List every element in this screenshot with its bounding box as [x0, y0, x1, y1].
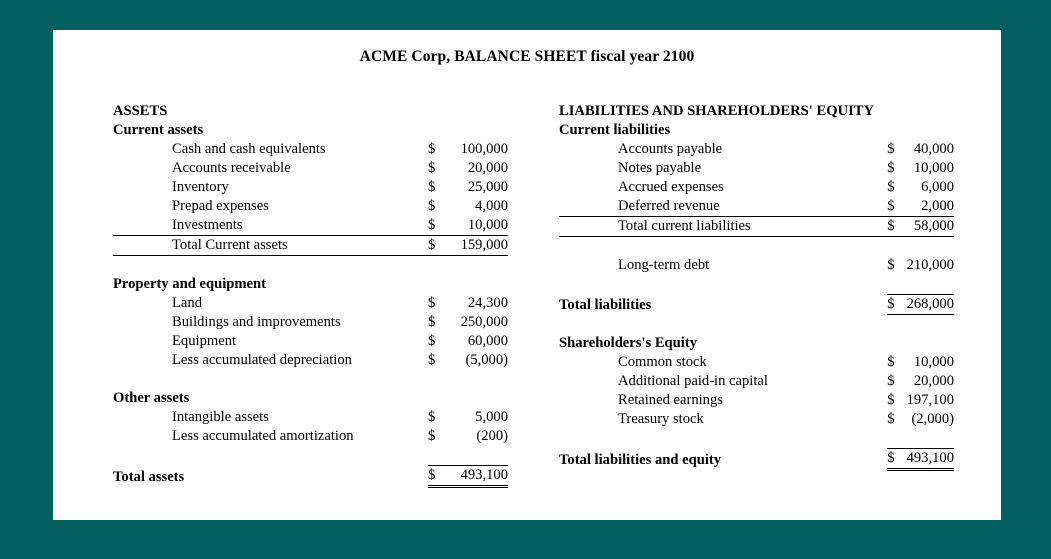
spacer-row [559, 275, 954, 295]
spacer-currency [428, 121, 445, 140]
table-row [559, 197, 954, 217]
equity-heading-row [559, 334, 954, 353]
spacer-row [559, 237, 954, 257]
spacer-value [444, 389, 508, 408]
currency-symbol: $ [427, 352, 436, 368]
currency-symbol: $ [427, 333, 436, 349]
total-assets-label: Total assets [113, 468, 185, 485]
spacer [428, 370, 445, 389]
spacer [559, 275, 887, 295]
currency-symbol: $ [427, 314, 436, 330]
line-item-label: Prepad expenses [172, 198, 269, 214]
spacer [559, 237, 887, 257]
spacer [887, 237, 899, 257]
currency-symbol: $ [428, 236, 445, 256]
currency-symbol: $ [427, 295, 436, 311]
spacer-currency [887, 102, 899, 121]
line-item-value: (200) [476, 428, 508, 444]
line-item-value: 10,000 [913, 354, 954, 370]
spacer [444, 446, 508, 466]
page-title: ACME Corp, BALANCE SHEET fiscal year 2100 [359, 48, 695, 65]
total-liabilities-equity-label: Total liabilities and equity [559, 451, 722, 468]
line-item-value: 20,000 [467, 160, 508, 176]
balance-sheet-page [53, 30, 1001, 520]
table-row [559, 159, 954, 178]
line-item-label: Cash and cash equivalents [172, 141, 326, 157]
liabilities-equity-column [559, 102, 954, 488]
table-row [559, 178, 954, 197]
spacer [559, 429, 887, 449]
spacer-row [113, 256, 508, 276]
spacer-currency [887, 121, 899, 140]
line-item-label: Accounts payable [618, 141, 723, 157]
currency-symbol: $ [427, 409, 436, 425]
spacer [113, 256, 428, 276]
spacer [899, 275, 954, 295]
currency-symbol: $ [887, 160, 895, 176]
table-row [113, 408, 508, 427]
assets-rows [113, 102, 508, 488]
balance-sheet-columns [53, 102, 1001, 488]
table-row [559, 410, 954, 429]
line-item-label: Accounts receivable [172, 160, 291, 176]
spacer [899, 429, 954, 449]
spacer [899, 237, 954, 257]
line-item-value: 4,000 [475, 198, 508, 214]
spacer-row [113, 446, 508, 466]
line-item-label: Intangible assets [172, 409, 269, 425]
table-row [113, 313, 508, 332]
total-liabilities-and-equity-row [559, 449, 954, 470]
total-liabilities-row [559, 295, 954, 315]
line-item-label: Less accumulated amortization [172, 428, 354, 444]
currency-symbol: $ [887, 295, 899, 315]
table-row [113, 140, 508, 159]
table-row [113, 216, 508, 236]
line-item-value: 25,000 [467, 179, 508, 195]
total-current-liabilities-row [559, 217, 954, 237]
table-row [559, 140, 954, 159]
currency-symbol: $ [887, 217, 899, 237]
currency-symbol: $ [887, 373, 895, 389]
line-item-label: Less accumulated depreciation [172, 352, 352, 368]
spacer [428, 256, 445, 276]
line-item-value: (2,000) [911, 411, 954, 427]
spacer-currency [428, 275, 445, 294]
current-assets-heading: Current assets [113, 122, 204, 138]
spacer-row [559, 315, 954, 335]
spacer-value [444, 102, 508, 121]
line-item-value: 5,000 [475, 409, 508, 425]
currency-symbol: $ [427, 141, 436, 157]
total-liabilities-value: 268,000 [899, 295, 954, 315]
spacer-currency [887, 334, 899, 353]
spacer-row [559, 429, 954, 449]
spacer-value [444, 275, 508, 294]
assets-heading: ASSETS [113, 103, 168, 119]
table-row [559, 391, 954, 410]
currency-symbol: $ [427, 428, 436, 444]
spacer [113, 370, 428, 389]
line-item-value: 60,000 [467, 333, 508, 349]
spacer [444, 256, 508, 276]
line-item-label: Deferred revenue [618, 198, 720, 214]
table-row [113, 351, 508, 370]
total-current-assets-row [113, 236, 508, 256]
line-item-value: 250,000 [460, 314, 508, 330]
currency-symbol: $ [887, 354, 895, 370]
spacer-value [899, 121, 954, 140]
currency-symbol: $ [427, 160, 436, 176]
currency-symbol: $ [887, 198, 895, 214]
total-liabilities-label: Total liabilities [559, 296, 652, 313]
line-item-value: 100,000 [460, 141, 508, 157]
line-item-value: 20,000 [913, 373, 954, 389]
spacer [113, 446, 428, 466]
currency-symbol: $ [887, 257, 895, 273]
currency-symbol: $ [427, 179, 436, 195]
line-item-label: Accrued expenses [618, 179, 724, 195]
total-label: Total Current assets [113, 236, 428, 256]
table-row [113, 159, 508, 178]
spacer [887, 315, 899, 335]
total-value: 159,000 [444, 236, 508, 256]
currency-symbol: $ [887, 411, 895, 427]
spacer-value [899, 102, 954, 121]
line-item-value: 40,000 [913, 141, 954, 157]
table-row [113, 197, 508, 216]
liabilities-heading-row [559, 102, 954, 121]
line-item-value: 6,000 [921, 179, 954, 195]
table-row [559, 372, 954, 391]
total-liabilities-equity-value: 493,100 [899, 449, 954, 470]
line-item-value: (5,000) [465, 352, 508, 368]
currency-symbol: $ [887, 179, 895, 195]
spacer-row [113, 370, 508, 389]
long-term-debt-value: 210,000 [906, 257, 954, 273]
current-assets-heading-row [113, 121, 508, 140]
spacer-currency [428, 389, 445, 408]
line-item-label: Common stock [618, 354, 707, 370]
total-value: 58,000 [899, 217, 954, 237]
other-assets-heading: Other assets [113, 390, 190, 406]
total-assets-value: 493,100 [444, 466, 508, 487]
table-row [113, 178, 508, 197]
spacer-value [444, 121, 508, 140]
table-row [559, 353, 954, 372]
currency-symbol: $ [427, 217, 436, 233]
line-item-label: Investments [172, 217, 243, 233]
line-item-value: 10,000 [913, 160, 954, 176]
spacer [559, 315, 887, 335]
spacer-value [899, 334, 954, 353]
spacer-currency [428, 102, 445, 121]
spacer [887, 275, 899, 295]
line-item-label: Treasury stock [618, 411, 704, 427]
line-item-label: Notes payable [618, 160, 702, 176]
table-row [113, 427, 508, 446]
liabilities-heading: LIABILITIES AND SHAREHOLDERS' EQUITY [559, 103, 875, 119]
property-equipment-heading: Property and equipment [113, 276, 266, 292]
line-item-label: Buildings and improvements [172, 314, 341, 330]
currency-symbol: $ [887, 141, 895, 157]
current-liabilities-heading: Current liabilities [559, 122, 671, 138]
line-item-label: Inventory [172, 179, 229, 195]
line-item-value: 197,100 [906, 392, 954, 408]
property-equipment-heading-row [113, 275, 508, 294]
liabilities-equity-rows [559, 102, 954, 471]
long-term-debt-row [559, 256, 954, 275]
line-item-label: Retained earnings [618, 392, 723, 408]
currency-symbol: $ [427, 198, 436, 214]
table-row [113, 332, 508, 351]
equity-heading: Shareholders's Equity [559, 335, 697, 351]
table-row [113, 294, 508, 313]
line-item-value: 2,000 [921, 198, 954, 214]
total-label: Total current liabilities [559, 217, 887, 237]
assets-heading-row [113, 102, 508, 121]
current-liabilities-heading-row [559, 121, 954, 140]
line-item-label: Additional paid-in capital [618, 373, 768, 389]
line-item-value: 10,000 [467, 217, 508, 233]
line-item-label: Land [172, 295, 202, 311]
long-term-debt-label: Long-term debt [618, 257, 710, 273]
spacer [428, 446, 445, 466]
spacer [887, 429, 899, 449]
line-item-value: 24,300 [467, 295, 508, 311]
spacer [444, 370, 508, 389]
assets-column [113, 102, 508, 488]
total-assets-row [113, 466, 508, 487]
currency-symbol: $ [887, 392, 895, 408]
currency-symbol: $ [428, 466, 445, 487]
spacer [899, 315, 954, 335]
other-assets-heading-row [113, 389, 508, 408]
currency-symbol: $ [887, 449, 899, 470]
line-item-label: Equipment [172, 333, 237, 349]
